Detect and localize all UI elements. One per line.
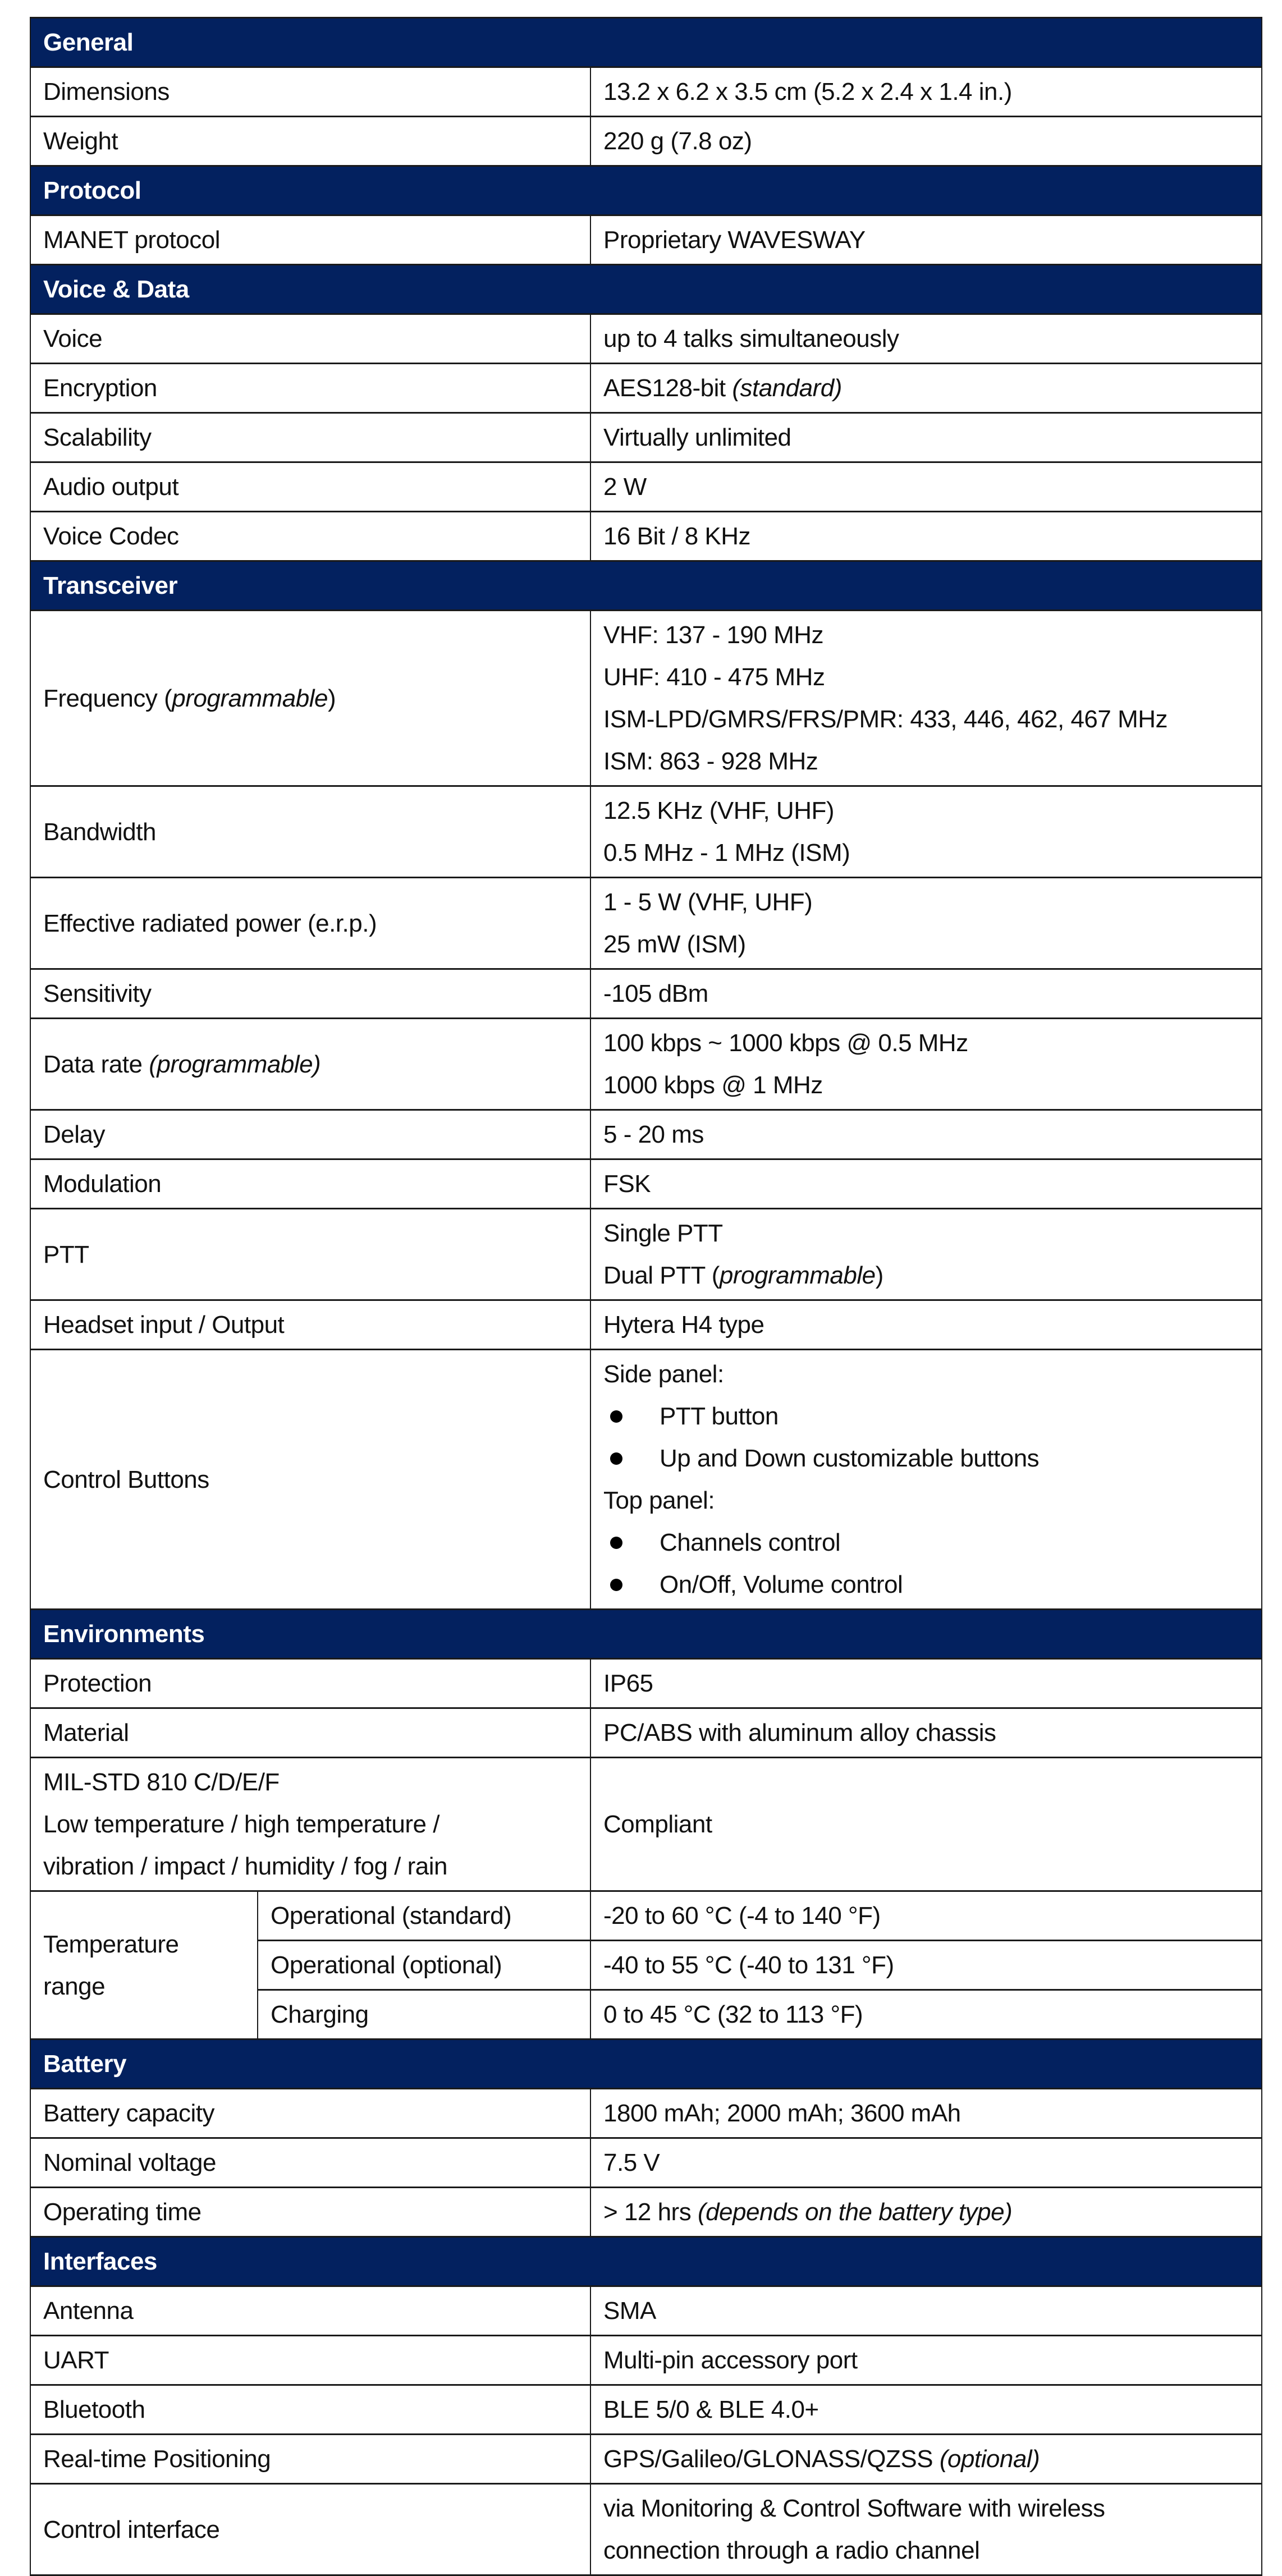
row-value	[590, 878, 1262, 969]
table-row	[30, 1110, 1262, 1159]
row-value	[590, 1159, 1262, 1209]
row-label	[30, 786, 590, 878]
table-row	[30, 1758, 1262, 1891]
cell-line: 100 kbps ~ 1000 kbps @ 0.5 MHz	[603, 1029, 968, 1057]
cell-line: GPS/Galileo/GLONASS/QZSS (optional)	[603, 2445, 1040, 2473]
table-row	[30, 1659, 1262, 1708]
table-row	[30, 512, 1262, 561]
row-label: Operational (optional)	[258, 1941, 590, 1990]
cell-line: Modulation	[43, 1170, 162, 1198]
spec-table	[30, 17, 1262, 2576]
bullet-icon	[610, 1410, 622, 1423]
row-label	[30, 1758, 590, 1891]
cell-line: FSK	[603, 1170, 651, 1198]
section-title: Protocol	[30, 166, 1262, 216]
cell-line: Nominal voltage	[43, 2149, 216, 2176]
row-value	[590, 1758, 1262, 1891]
row-value	[590, 611, 1262, 786]
row-value	[590, 969, 1262, 1019]
section-title: Transceiver	[30, 561, 1262, 611]
row-value	[590, 2138, 1262, 2188]
cell-line: Control Buttons	[43, 1465, 209, 1493]
bullet-text: PTT button	[660, 1402, 779, 1430]
cell-line: UART	[43, 2346, 109, 2374]
row-label	[30, 1209, 590, 1300]
spec-table-body	[30, 18, 1262, 2575]
row-value	[590, 1110, 1262, 1159]
cell-line: 1800 mAh; 2000 mAh; 3600 mAh	[603, 2100, 961, 2127]
row-label	[30, 2089, 590, 2138]
table-row	[30, 67, 1262, 117]
table-row	[30, 1708, 1262, 1758]
row-value	[590, 117, 1262, 166]
bullet-icon	[610, 1452, 622, 1465]
cell-line: Single PTT	[603, 1220, 723, 1247]
row-label	[30, 1350, 590, 1610]
cell-line: range	[43, 1972, 106, 2000]
row-label: Operational (standard)	[258, 1891, 590, 1941]
row-value	[590, 512, 1262, 561]
row-label: Charging	[258, 1990, 590, 2039]
bullet-text: Up and Down customizable buttons	[660, 1445, 1040, 1472]
table-row	[30, 786, 1262, 878]
italic-text: (depends on the battery type)	[697, 2198, 1013, 2226]
row-value	[590, 1659, 1262, 1708]
section-title: Environments	[30, 1610, 1262, 1659]
row-label	[30, 2435, 590, 2484]
row-label	[30, 2188, 590, 2237]
cell-line: MIL-STD 810 C/D/E/F	[43, 1768, 280, 1796]
section-title: Voice & Data	[30, 265, 1262, 314]
cell-line: 16 Bit / 8 KHz	[603, 522, 751, 550]
table-row	[30, 314, 1262, 364]
cell-line: 1 - 5 W (VHF, UHF)	[603, 888, 813, 916]
cell-line: Data rate (programmable)	[43, 1050, 321, 1078]
table-row	[30, 216, 1262, 265]
row-label	[30, 1659, 590, 1708]
cell-line: PC/ABS with aluminum alloy chassis	[603, 1719, 996, 1747]
row-label	[30, 314, 590, 364]
cell-line: Multi-pin accessory port	[603, 2346, 858, 2374]
italic-text: (optional)	[939, 2445, 1040, 2473]
section-header-row	[30, 2039, 1262, 2089]
row-label	[30, 364, 590, 413]
cell-line: Protection	[43, 1670, 152, 1697]
cell-line: Scalability	[43, 424, 152, 451]
table-row	[30, 462, 1262, 512]
row-value	[590, 1209, 1262, 1300]
table-row	[30, 1891, 1262, 1941]
cell-line: Encryption	[43, 374, 157, 402]
row-value	[590, 1300, 1262, 1350]
row-value	[590, 2336, 1262, 2385]
cell-line: 1000 kbps @ 1 MHz	[603, 1071, 823, 1099]
row-label	[30, 1019, 590, 1110]
bullet-text: On/Off, Volume control	[660, 1571, 903, 1598]
table-row	[30, 611, 1262, 786]
cell-line: Bluetooth	[43, 2396, 145, 2423]
cell-line: 2 W	[603, 473, 647, 501]
section-title: Battery	[30, 2039, 1262, 2089]
cell-line: Side panel:	[603, 1360, 724, 1388]
row-value	[590, 2089, 1262, 2138]
row-label	[30, 216, 590, 265]
row-label	[30, 512, 590, 561]
cell-line: > 12 hrs (depends on the battery type)	[603, 2198, 1013, 2226]
section-header-row	[30, 2237, 1262, 2286]
cell-line: IP65	[603, 1670, 653, 1697]
italic-text: programmable	[719, 1262, 876, 1289]
cell-line: Bandwidth	[43, 818, 156, 846]
bullet-icon	[610, 1537, 622, 1549]
bullet-item	[603, 1521, 1249, 1564]
row-label	[30, 2286, 590, 2336]
cell-line: Operating time	[43, 2198, 202, 2226]
table-row	[30, 2484, 1262, 2575]
table-row	[30, 1159, 1262, 1209]
cell-line: Hytera H4 type	[603, 1311, 764, 1339]
table-row	[30, 2188, 1262, 2237]
bullet-text: Channels control	[660, 1529, 841, 1556]
cell-line: MANET protocol	[43, 226, 220, 254]
cell-line: Audio output	[43, 473, 179, 501]
row-value	[590, 413, 1262, 462]
table-row	[30, 364, 1262, 413]
table-row	[30, 1019, 1262, 1110]
cell-line: up to 4 talks simultaneously	[603, 325, 899, 352]
table-row	[30, 1300, 1262, 1350]
section-header-row	[30, 18, 1262, 67]
cell-line: Voice	[43, 325, 103, 352]
section-header-row	[30, 166, 1262, 216]
row-value: 0 to 45 °C (32 to 113 °F)	[590, 1990, 1262, 2039]
section-header-row	[30, 1610, 1262, 1659]
row-label	[30, 611, 590, 786]
section-title: Interfaces	[30, 2237, 1262, 2286]
cell-line: Proprietary WAVESWAY	[603, 226, 866, 254]
row-value	[590, 2286, 1262, 2336]
cell-line: UHF: 410 - 475 MHz	[603, 663, 825, 691]
cell-line: Top panel:	[603, 1487, 715, 1514]
cell-line: Low temperature / high temperature /	[43, 1810, 439, 1838]
cell-line: Battery capacity	[43, 2100, 215, 2127]
cell-line: vibration / impact / humidity / fog / rain	[43, 1853, 447, 1880]
row-label	[30, 1708, 590, 1758]
cell-line: ISM-LPD/GMRS/FRS/PMR: 433, 446, 462, 467 MHz	[603, 705, 1168, 733]
table-row	[30, 1209, 1262, 1300]
cell-line: Headset input / Output	[43, 1311, 285, 1339]
section-header-row	[30, 561, 1262, 611]
cell-line: Dimensions	[43, 78, 170, 106]
italic-text: programmable	[172, 684, 328, 712]
cell-line: Antenna	[43, 2297, 134, 2325]
row-label	[30, 1110, 590, 1159]
cell-line: 7.5 V	[603, 2149, 660, 2176]
row-label	[30, 2484, 590, 2575]
cell-line: ISM: 863 - 928 MHz	[603, 748, 818, 775]
row-label	[30, 2336, 590, 2385]
table-row	[30, 878, 1262, 969]
section-header-row	[30, 265, 1262, 314]
cell-line: SMA	[603, 2297, 656, 2325]
row-value	[590, 314, 1262, 364]
cell-line: 220 g (7.8 oz)	[603, 127, 752, 155]
row-label	[30, 878, 590, 969]
cell-line: Material	[43, 1719, 129, 1747]
table-row	[30, 2336, 1262, 2385]
cell-line: Temperature	[43, 1930, 179, 1958]
row-value	[590, 2484, 1262, 2575]
row-value	[590, 2385, 1262, 2435]
row-label	[30, 117, 590, 166]
row-label	[30, 67, 590, 117]
cell-line: via Monitoring & Control Software with wireless	[603, 2495, 1105, 2522]
cell-line: Control interface	[43, 2515, 220, 2543]
cell-line: AES128-bit (standard)	[603, 374, 842, 402]
cell-line: -105 dBm	[603, 980, 708, 1007]
row-label	[30, 462, 590, 512]
row-value	[590, 462, 1262, 512]
table-row	[30, 2435, 1262, 2484]
row-value	[590, 2188, 1262, 2237]
row-label	[30, 413, 590, 462]
section-title: General	[30, 18, 1262, 67]
cell-line: 5 - 20 ms	[603, 1121, 704, 1148]
table-row	[30, 1350, 1262, 1610]
bullet-item	[603, 1564, 1249, 1606]
table-row	[30, 2286, 1262, 2336]
table-row	[30, 413, 1262, 462]
row-value	[590, 1708, 1262, 1758]
cell-line: connection through a radio channel	[603, 2537, 980, 2564]
row-label	[30, 2138, 590, 2188]
cell-line: Voice Codec	[43, 522, 179, 550]
row-value	[590, 786, 1262, 878]
row-value: -40 to 55 °C (-40 to 131 °F)	[590, 1941, 1262, 1990]
row-label	[30, 2385, 590, 2435]
italic-text: (programmable)	[149, 1050, 321, 1078]
cell-line: Virtually unlimited	[603, 424, 791, 451]
row-value	[590, 67, 1262, 117]
bullet-item	[603, 1437, 1249, 1479]
table-row	[30, 117, 1262, 166]
row-value	[590, 2435, 1262, 2484]
row-value	[590, 1350, 1262, 1610]
row-value	[590, 216, 1262, 265]
row-label	[30, 1159, 590, 1209]
table-row	[30, 2385, 1262, 2435]
cell-line: Dual PTT (programmable)	[603, 1262, 883, 1289]
cell-line: PTT	[43, 1240, 89, 1268]
cell-line: BLE 5/0 & BLE 4.0+	[603, 2396, 819, 2423]
cell-line: 13.2 x 6.2 x 3.5 cm (5.2 x 2.4 x 1.4 in.)	[603, 78, 1012, 106]
cell-line: 0.5 MHz - 1 MHz (ISM)	[603, 839, 850, 867]
cell-line: Compliant	[603, 1810, 712, 1838]
row-label	[30, 1300, 590, 1350]
row-label	[30, 969, 590, 1019]
italic-text: (standard)	[732, 374, 842, 402]
table-row	[30, 969, 1262, 1019]
group-label	[30, 1891, 258, 2039]
row-value: -20 to 60 °C (-4 to 140 °F)	[590, 1891, 1262, 1941]
cell-line: 12.5 KHz (VHF, UHF)	[603, 797, 835, 824]
cell-line: Delay	[43, 1121, 105, 1148]
cell-line: Real-time Positioning	[43, 2445, 271, 2473]
bullet-icon	[610, 1579, 622, 1591]
cell-line: Frequency (programmable)	[43, 684, 336, 712]
table-row	[30, 2089, 1262, 2138]
table-row	[30, 2138, 1262, 2188]
row-value	[590, 364, 1262, 413]
cell-line: Sensitivity	[43, 980, 152, 1007]
cell-line: 25 mW (ISM)	[603, 931, 746, 958]
cell-line: Effective radiated power (e.r.p.)	[43, 909, 377, 937]
cell-line: VHF: 137 - 190 MHz	[603, 621, 824, 649]
cell-line: Weight	[43, 127, 118, 155]
bullet-item	[603, 1395, 1249, 1437]
row-value	[590, 1019, 1262, 1110]
